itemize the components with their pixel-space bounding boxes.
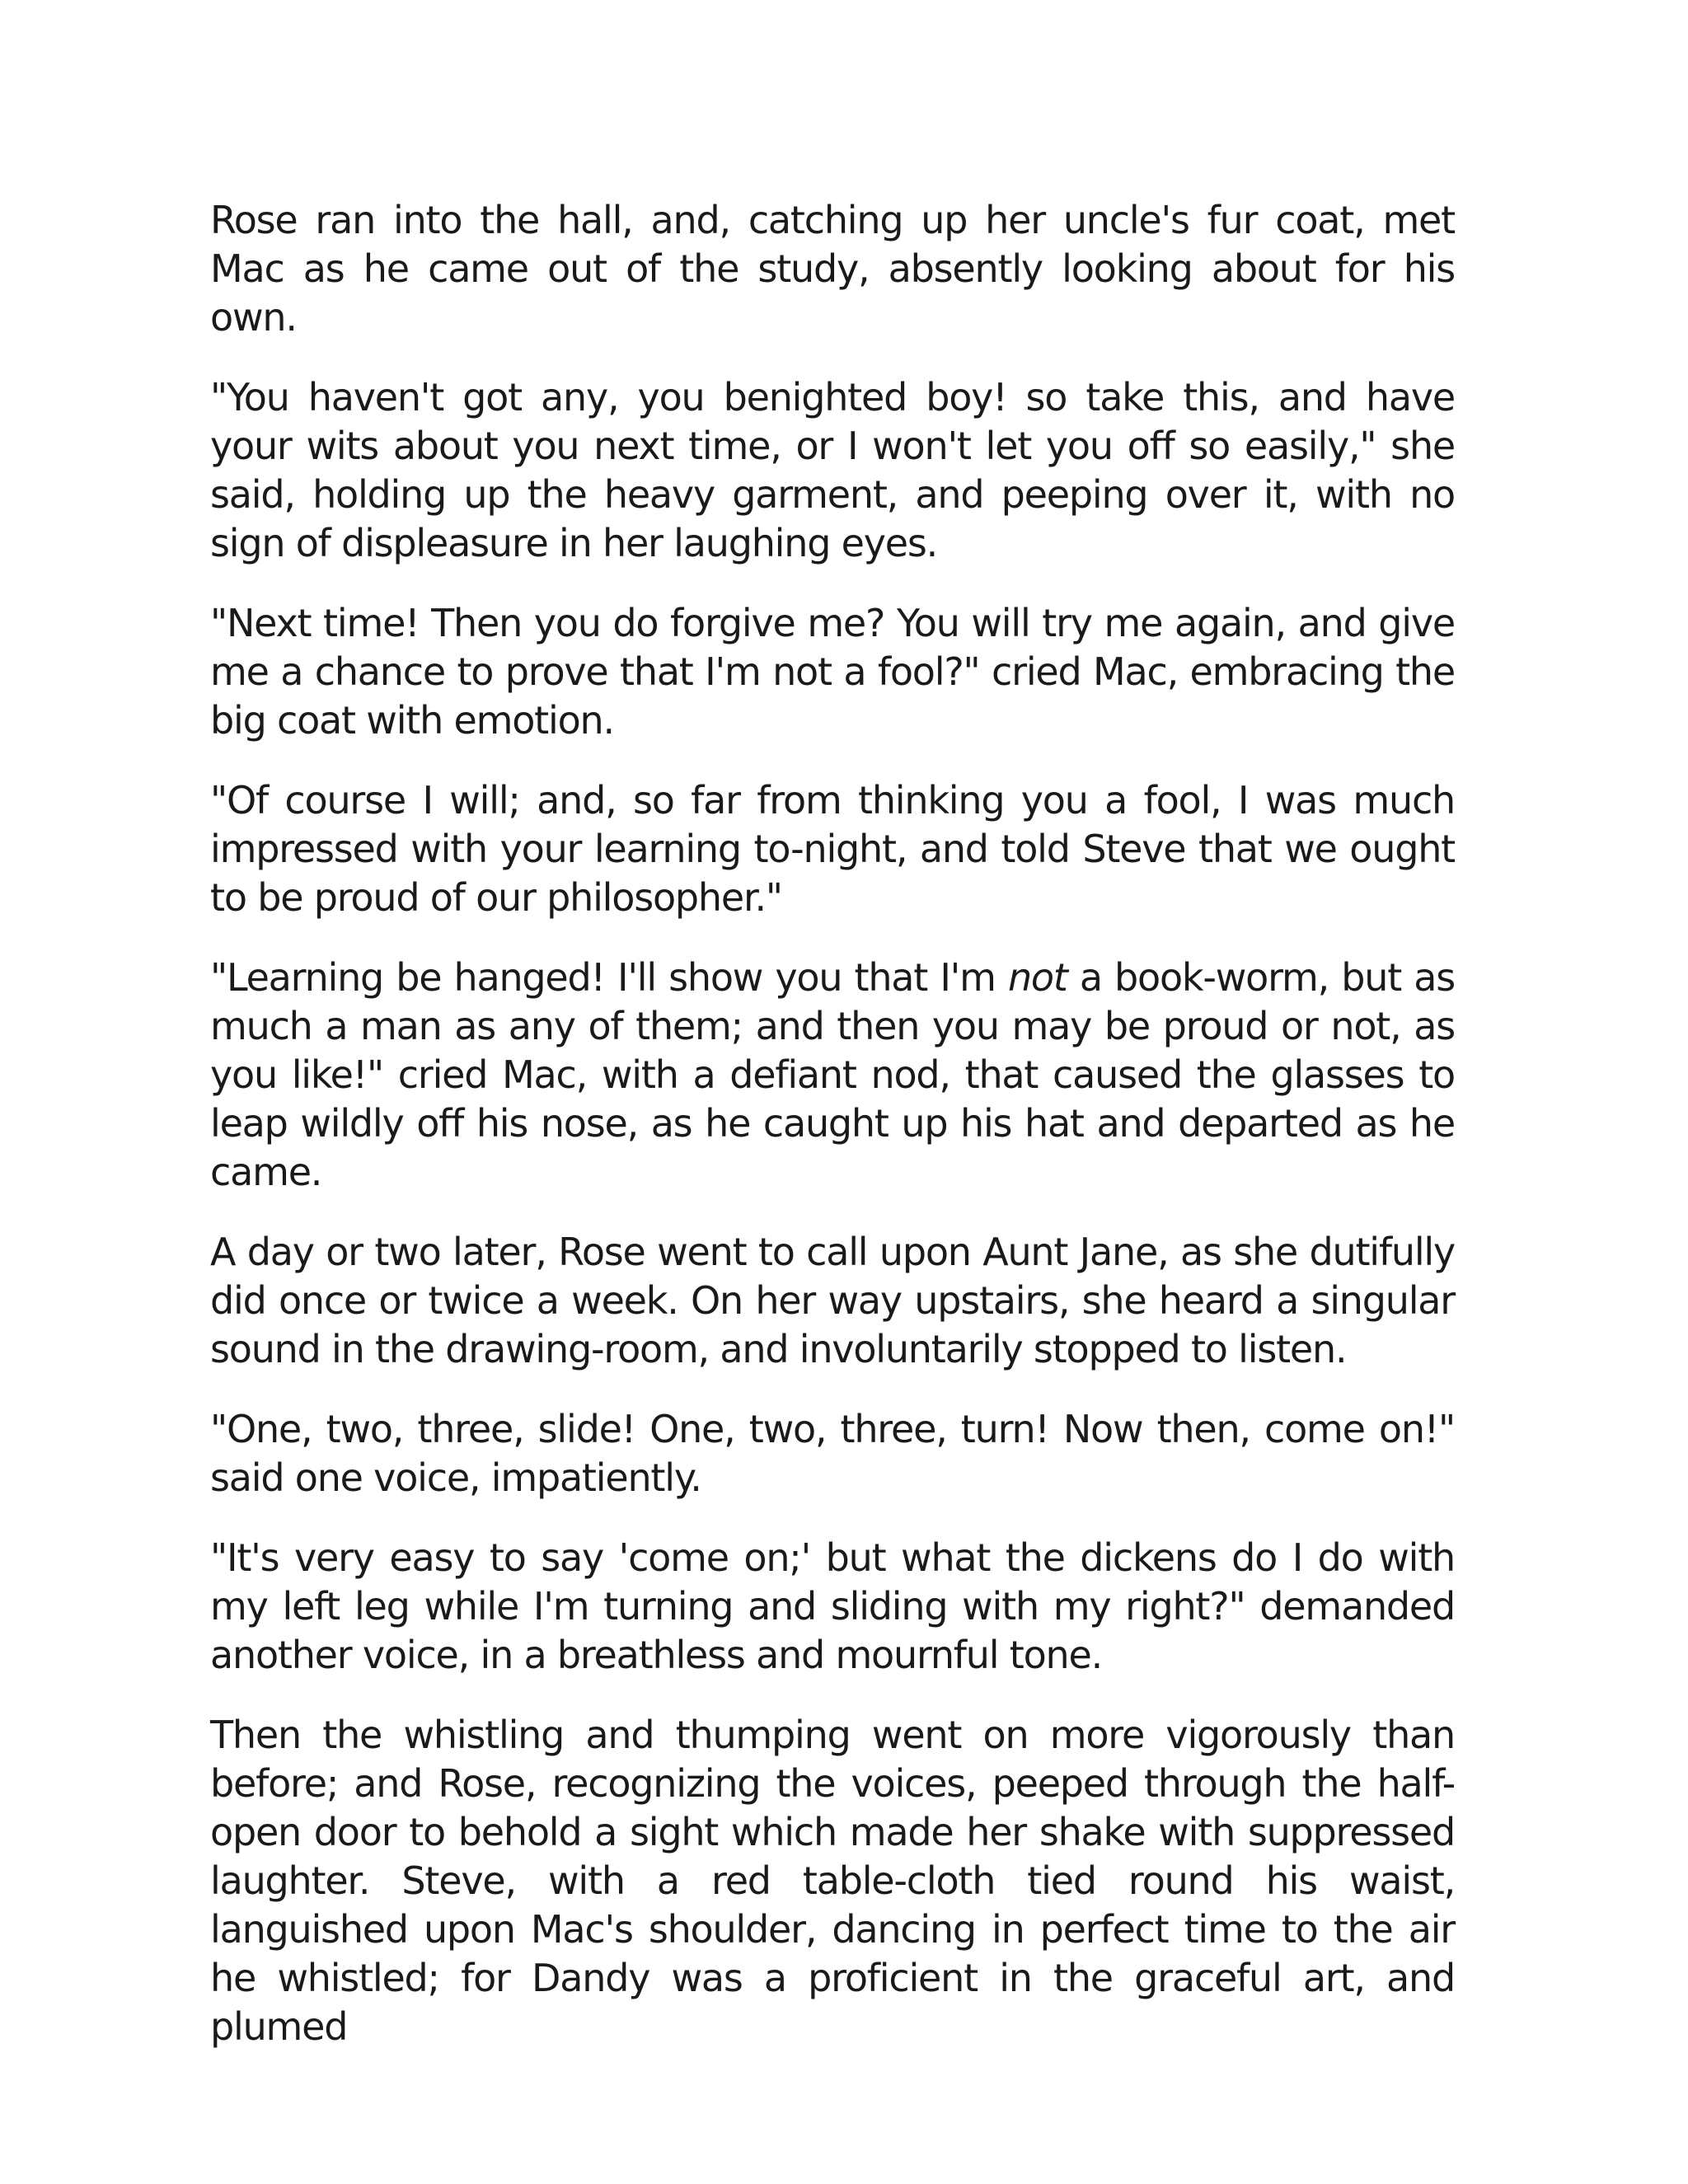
paragraph-5 — [210, 954, 1455, 1197]
paragraph-8: "It's very easy to say 'come on;' but what the dickens do I do with my left leg while I'm turning and sliding with my right?" demanded another voice, in a breathless and mournful tone. — [210, 1535, 1455, 1677]
document-page — [210, 196, 1455, 2083]
paragraph-4: "Of course I will; and, so far from thinking you a fool, I was much impressed with your learning to-night, and told Steve that we ought to be proud of our philosopher." — [210, 778, 1455, 920]
paragraph-7: "One, two, three, slide! One, two, three, turn! Now then, come on!" said one voice, impatiently. — [210, 1407, 1455, 1500]
paragraph-6: A day or two later, Rose went to call upon Aunt Jane, as she dutifully did once or twice a week. On her way upstairs, she heard a singular sound in the drawing-room, and involuntarily stopped to listen. — [210, 1230, 1455, 1371]
paragraph-1: Rose ran into the hall, and, catching up her uncle's fur coat, met Mac as he came out of the study, absently looking about for his own. — [210, 198, 1455, 340]
paragraph-3: "Next time! Then you do forgive me? You will try me again, and give me a chance to prove that I'm not a fool?" cried Mac, embracing the big coat with emotion. — [210, 601, 1455, 743]
paragraph-2: "You haven't got any, you benighted boy! so take this, and have your wits about you next time, or I won't let you off so easily," she said, holding up the heavy garment, and peeping over it, with no sign of displeasure in her laughing eyes. — [210, 375, 1455, 565]
paragraph-9: Then the whistling and thumping went on more vigorously than before; and Rose, recognizing the voices, peeped through the half-open door to behold a sight which made her shake with suppressed laughter. Steve, with a red table-cloth tied round his waist, languished upon Mac's shoulder, dancing in perfect time to the air he whistled; for Dandy was a proficient in the graceful art, and plumed — [210, 1713, 1455, 2049]
paragraph-5-after: a book-worm, but as much a man as any of them; and then you may be proud or not, as you like!" cried Mac, with a defiant nod, that caused the glasses to leap wildly off his nose, as he caught up his hat and departed as he came. — [210, 955, 1455, 1194]
paragraph-5-emphasis: not — [1007, 955, 1067, 1000]
paragraph-5-before: "Learning be hanged! I'll show you that I'm — [210, 955, 1008, 1000]
